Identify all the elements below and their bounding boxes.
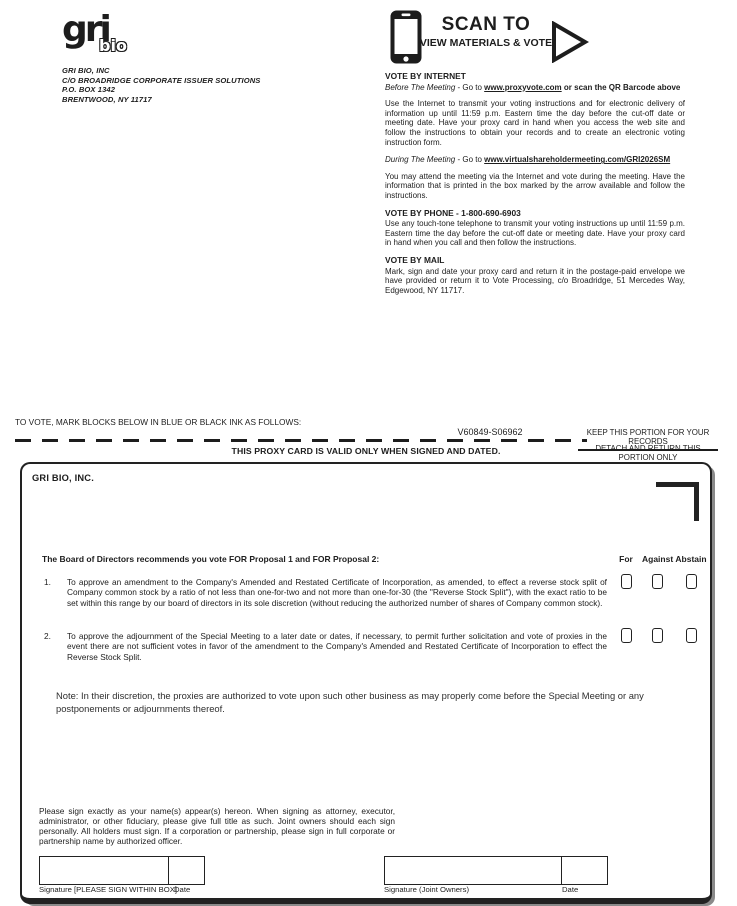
proposal-1-number: 1. <box>44 577 51 587</box>
discretion-note: Note: In their discretion, the proxies are authorized to vote upon such other business as may properly come before the Special Meeting or any postponements or adjournments thereof. <box>56 690 644 714</box>
proposal-1-against-checkbox[interactable] <box>652 574 663 589</box>
proposal-2-abstain-checkbox[interactable] <box>686 628 697 643</box>
control-number: V60849-S06962 <box>457 427 523 437</box>
proposal-2-text: To approve the adjournment of the Special Meeting to a later date or dates, if necessary, to permit further solicitation and vote of proxies in the event there are not sufficient votes in favor of the amendment to the Company's Amended and Restated Certificate of Incorporation to effect the Reverse Stock Split. <box>67 631 607 662</box>
date-field-joint[interactable] <box>561 857 607 884</box>
sender-line-1: GRI BIO, INC <box>62 66 110 75</box>
signature-box-primary <box>39 856 205 885</box>
proxyvote-link[interactable]: www.proxyvote.com <box>484 82 562 92</box>
signature-primary-label: Signature [PLEASE SIGN WITHIN BOX] <box>39 885 177 894</box>
mail-paragraph: Mark, sign and date your proxy card and return it in the postage-paid envelope we have provided or return it to Vote Processing, c/o Broadridge, 51 Mercedes Way, Edgewood, NY 11717. <box>385 266 685 295</box>
sender-address <box>62 66 260 104</box>
date-field-primary[interactable] <box>168 857 204 884</box>
column-header-against: Against <box>642 554 674 564</box>
virtual-meeting-link[interactable]: www.virtualshareholdermeeting.com/GRI2026SM <box>484 155 671 165</box>
signature-box-joint <box>384 856 608 885</box>
proposal-1-abstain-checkbox[interactable] <box>686 574 697 589</box>
proposal-2-vote-boxes <box>610 628 710 648</box>
scan-to-subtitle: VIEW MATERIALS & VOTE <box>419 37 553 49</box>
board-recommendation: The Board of Directors recommends you vote FOR Proposal 1 and FOR Proposal 2: <box>42 554 380 564</box>
signature-field-primary[interactable] <box>40 857 168 884</box>
during-meeting-line <box>385 155 685 165</box>
sender-line-4: BRENTWOOD, NY 11717 <box>62 94 152 104</box>
internet-before-paragraph: Use the Internet to transmit your voting instructions and for electronic delivery of information up until 11:59 p.m. Eastern time the day before the cut-off date or meeting date. Have your proxy card in hand when you access the web site and follow the instructions to obtain your records and to create an electronic voting instruction form. <box>385 99 685 147</box>
internet-during-paragraph: You may attend the meeting via the Internet and vote during the meeting. Have the information that is printed in the box marked by the arrow available and follow the instructions. <box>385 171 685 200</box>
proposal-2-number: 2. <box>44 631 51 641</box>
proposal-1-for-checkbox[interactable] <box>621 574 632 589</box>
before-meeting-rest: or scan the QR Barcode above <box>561 82 681 92</box>
column-header-abstain: Abstain <box>675 554 707 564</box>
column-header-for: For <box>619 554 633 564</box>
proposal-2-against-checkbox[interactable] <box>652 628 663 643</box>
during-meeting-mid: - Go to <box>455 155 485 165</box>
voting-instructions <box>385 72 685 303</box>
proposal-1-vote-boxes <box>610 574 710 594</box>
logo-gri-text: gri <box>62 9 109 50</box>
detach-portion-text: DETACH AND RETURN THIS PORTION ONLY <box>595 444 701 462</box>
proposal-2-for-checkbox[interactable] <box>621 628 632 643</box>
scan-to-title: SCAN TO <box>441 14 531 35</box>
arrow-right-icon <box>551 21 589 68</box>
vote-column-headers <box>610 554 710 564</box>
before-meeting-label: Before The Meeting <box>385 82 456 92</box>
before-meeting-mid: - Go to <box>455 82 485 92</box>
during-meeting-label: During The Meeting <box>385 155 456 165</box>
mark-blocks-instruction: TO VOTE, MARK BLOCKS BELOW IN BLUE OR BLACK INK AS FOLLOWS: <box>15 417 302 427</box>
proxy-ballot-card <box>20 462 712 904</box>
signature-field-joint[interactable] <box>385 857 561 884</box>
phone-paragraph: Use any touch-tone telephone to transmit your voting instructions up until 11:59 p.m. Eastern time the day before the cut-off date or meeting date. Have your proxy card in hand when you call and then follow the instructions. <box>385 219 685 248</box>
sender-line-3: P.O. BOX 1342 <box>62 85 116 95</box>
company-logo <box>62 9 162 64</box>
keep-portion-text: KEEP THIS PORTION FOR YOUR RECORDS <box>578 428 718 451</box>
signature-instructions: Please sign exactly as your name(s) appear(s) hereon. When signing as attorney, executor, administrator, or other fiduciary, please give full title as such. Joint owners should each sign personally. All holders must sign. If a corporation or partnership, please sign in full corporate or partnership name by authorized officer. <box>39 806 395 846</box>
sender-line-2: C/O BROADRIDGE CORPORATE ISSUER SOLUTIONS <box>62 75 261 85</box>
control-box-corner-mark <box>656 482 699 521</box>
before-meeting-line <box>385 83 685 93</box>
vote-by-mail-heading: VOTE BY MAIL <box>385 254 445 265</box>
date-joint-label: Date <box>562 885 579 894</box>
proposal-1-text: To approve an amendment to the Company's Amended and Restated Certificate of Incorporation, as amended, to effect a reverse stock split of Company common stock by a ratio of not less than one-for-two and not more than one-for-30 (the "Reverse Stock Split"), with the exact ratio to be set within this range by our board of directors in its sole discretion (without reducing the authorized number of shares of Company common stock). <box>67 577 607 608</box>
vote-by-internet-heading: VOTE BY INTERNET <box>385 71 466 81</box>
vote-by-phone-heading: VOTE BY PHONE - 1-800-690-6903 <box>385 207 521 218</box>
card-company-name: GRI BIO, INC. <box>32 473 94 483</box>
date-primary-label: Date <box>174 885 191 894</box>
valid-when-signed-text: THIS PROXY CARD IS VALID ONLY WHEN SIGNED AND DATED. <box>231 446 501 456</box>
signature-joint-label: Signature (Joint Owners) <box>384 885 470 894</box>
detach-dashed-line <box>15 439 587 442</box>
logo-bio-text: bio <box>99 36 127 55</box>
